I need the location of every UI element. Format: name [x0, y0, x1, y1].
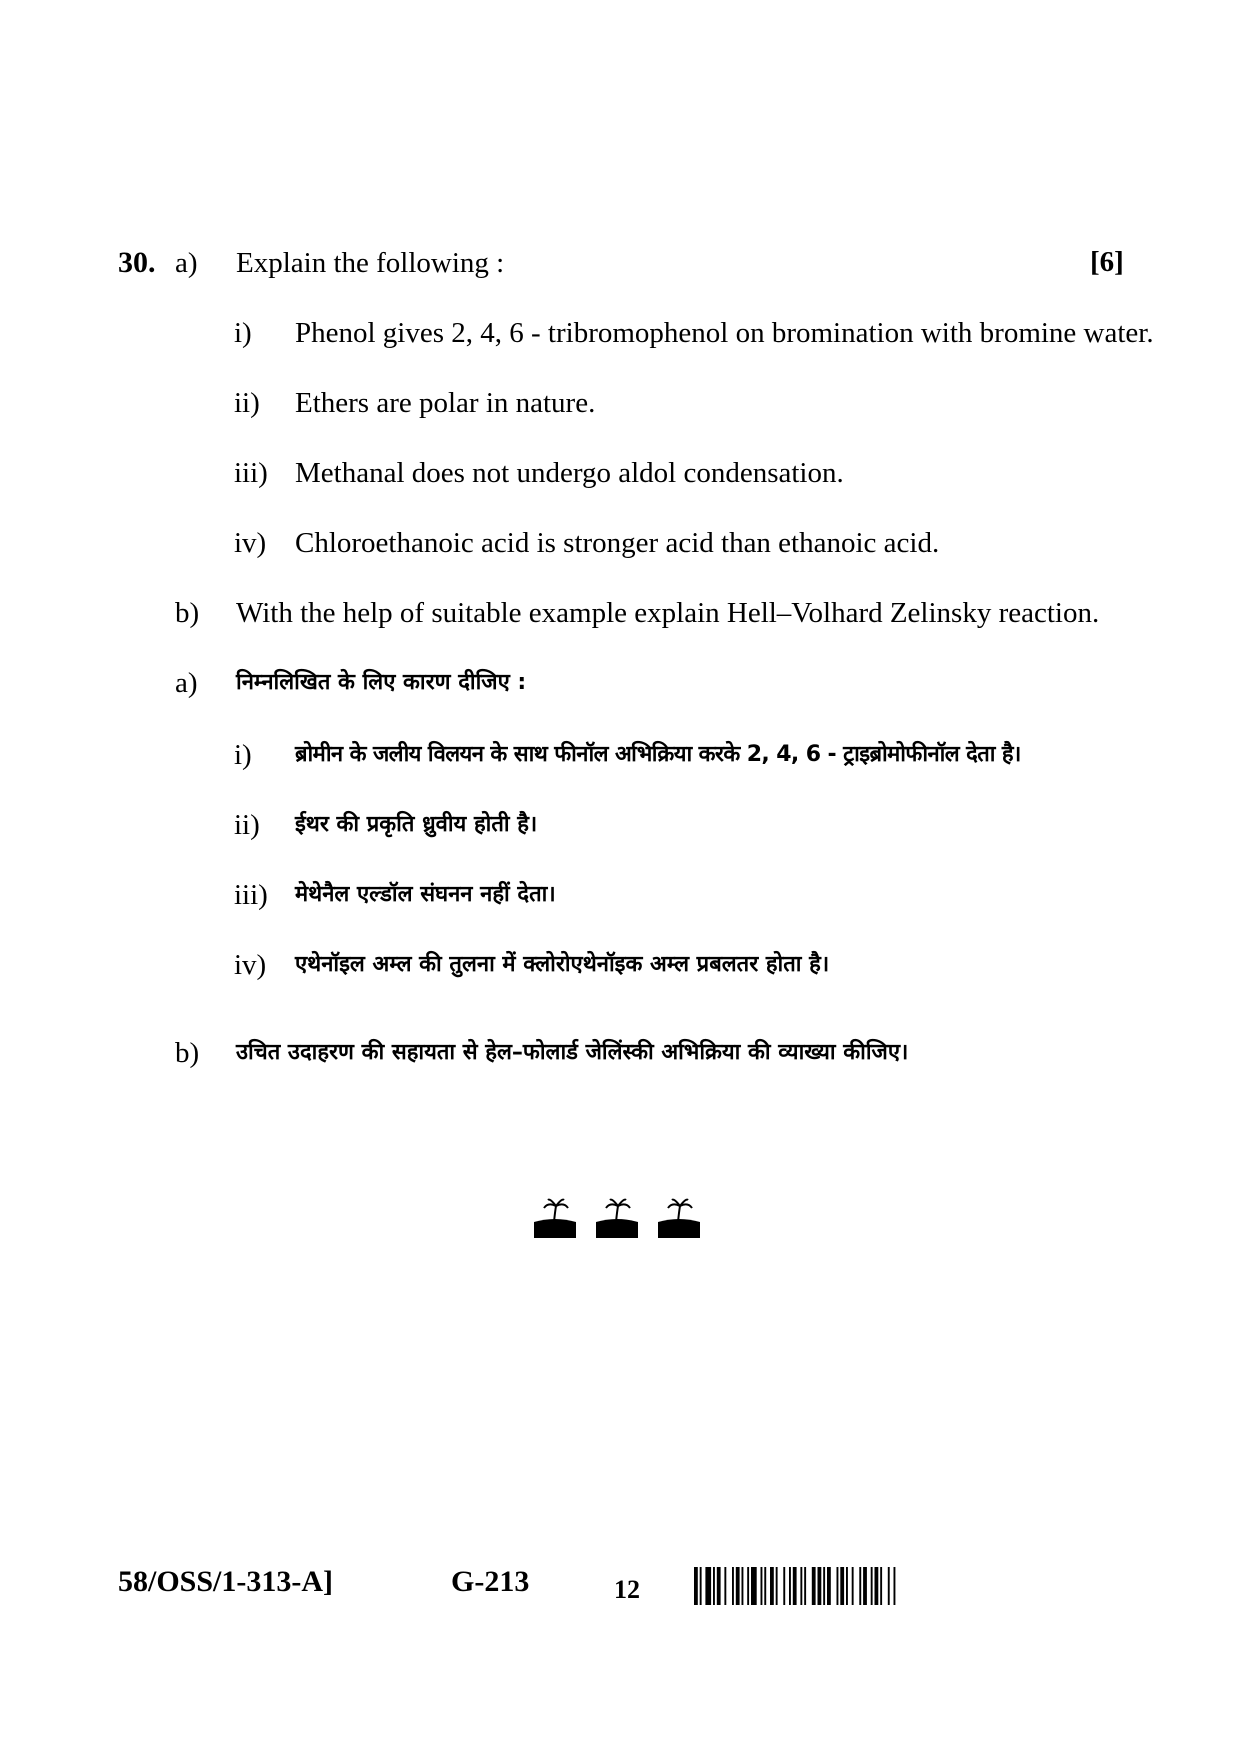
english-item-text: Chloroethanoic acid is stronger acid than ethanoic acid.: [295, 527, 940, 559]
hindi-part-a-label: a): [175, 667, 198, 699]
barcode-image: [694, 1567, 962, 1605]
english-item-number: i): [234, 317, 252, 349]
page-number: 12: [614, 1575, 640, 1604]
island-icon: [596, 1196, 638, 1238]
hindi-item-number: iii): [234, 879, 268, 911]
hindi-part-a-text: निम्नलिखित के लिए कारण दीजिए :: [236, 670, 527, 695]
hindi-item-number: i): [234, 739, 252, 771]
paper-code: 58/OSS/1-313-A]: [118, 1565, 334, 1598]
english-item-text: Ethers are polar in nature.: [295, 387, 596, 419]
hindi-part-b-text: उचित उदाहरण की सहायता से हेल–फोलार्ड जेलिंस्की अभिक्रिया की व्याख्या कीजिए।: [236, 1040, 909, 1065]
english-part-a-label: a): [175, 247, 198, 279]
hindi-item-text: ब्रोमीन के जलीय विलयन के साथ फीनॉल अभिक्रिया करके 2, 4, 6 - ट्राइब्रोमोफीनॉल देता है।: [295, 742, 1021, 767]
hindi-item-text: मेथेनैल एल्डॉल संघनन नहीं देता।: [295, 882, 556, 907]
hindi-item-number: ii): [234, 809, 260, 841]
hindi-item-number: iv): [234, 949, 267, 981]
question-marks: [6]: [1090, 246, 1124, 278]
series-code: G-213: [451, 1565, 530, 1598]
question-number: 30.: [118, 246, 156, 279]
english-part-b-label: b): [175, 597, 200, 629]
english-item-number: iv): [234, 527, 267, 559]
english-item-number: iii): [234, 457, 268, 489]
english-item-text: Phenol gives 2, 4, 6 - tribromophenol on bromination with bromine water.: [295, 317, 1154, 349]
english-item-text: Methanal does not undergo aldol condensation.: [295, 457, 844, 489]
island-icon: [534, 1196, 576, 1238]
english-part-a-text: Explain the following :: [236, 247, 505, 279]
english-item-number: ii): [234, 387, 260, 419]
hindi-item-text: एथेनॉइल अम्ल की तुलना में क्लोरोएथेनॉइक अम्ल प्रबलतर होता है।: [295, 952, 830, 977]
hindi-item-text: ईथर की प्रकृति ध्रुवीय होती है।: [295, 812, 538, 837]
english-part-b-text: With the help of suitable example explain Hell–Volhard Zelinsky reaction.: [236, 597, 1100, 629]
hindi-part-b-label: b): [175, 1037, 200, 1069]
island-icon: [658, 1196, 700, 1238]
